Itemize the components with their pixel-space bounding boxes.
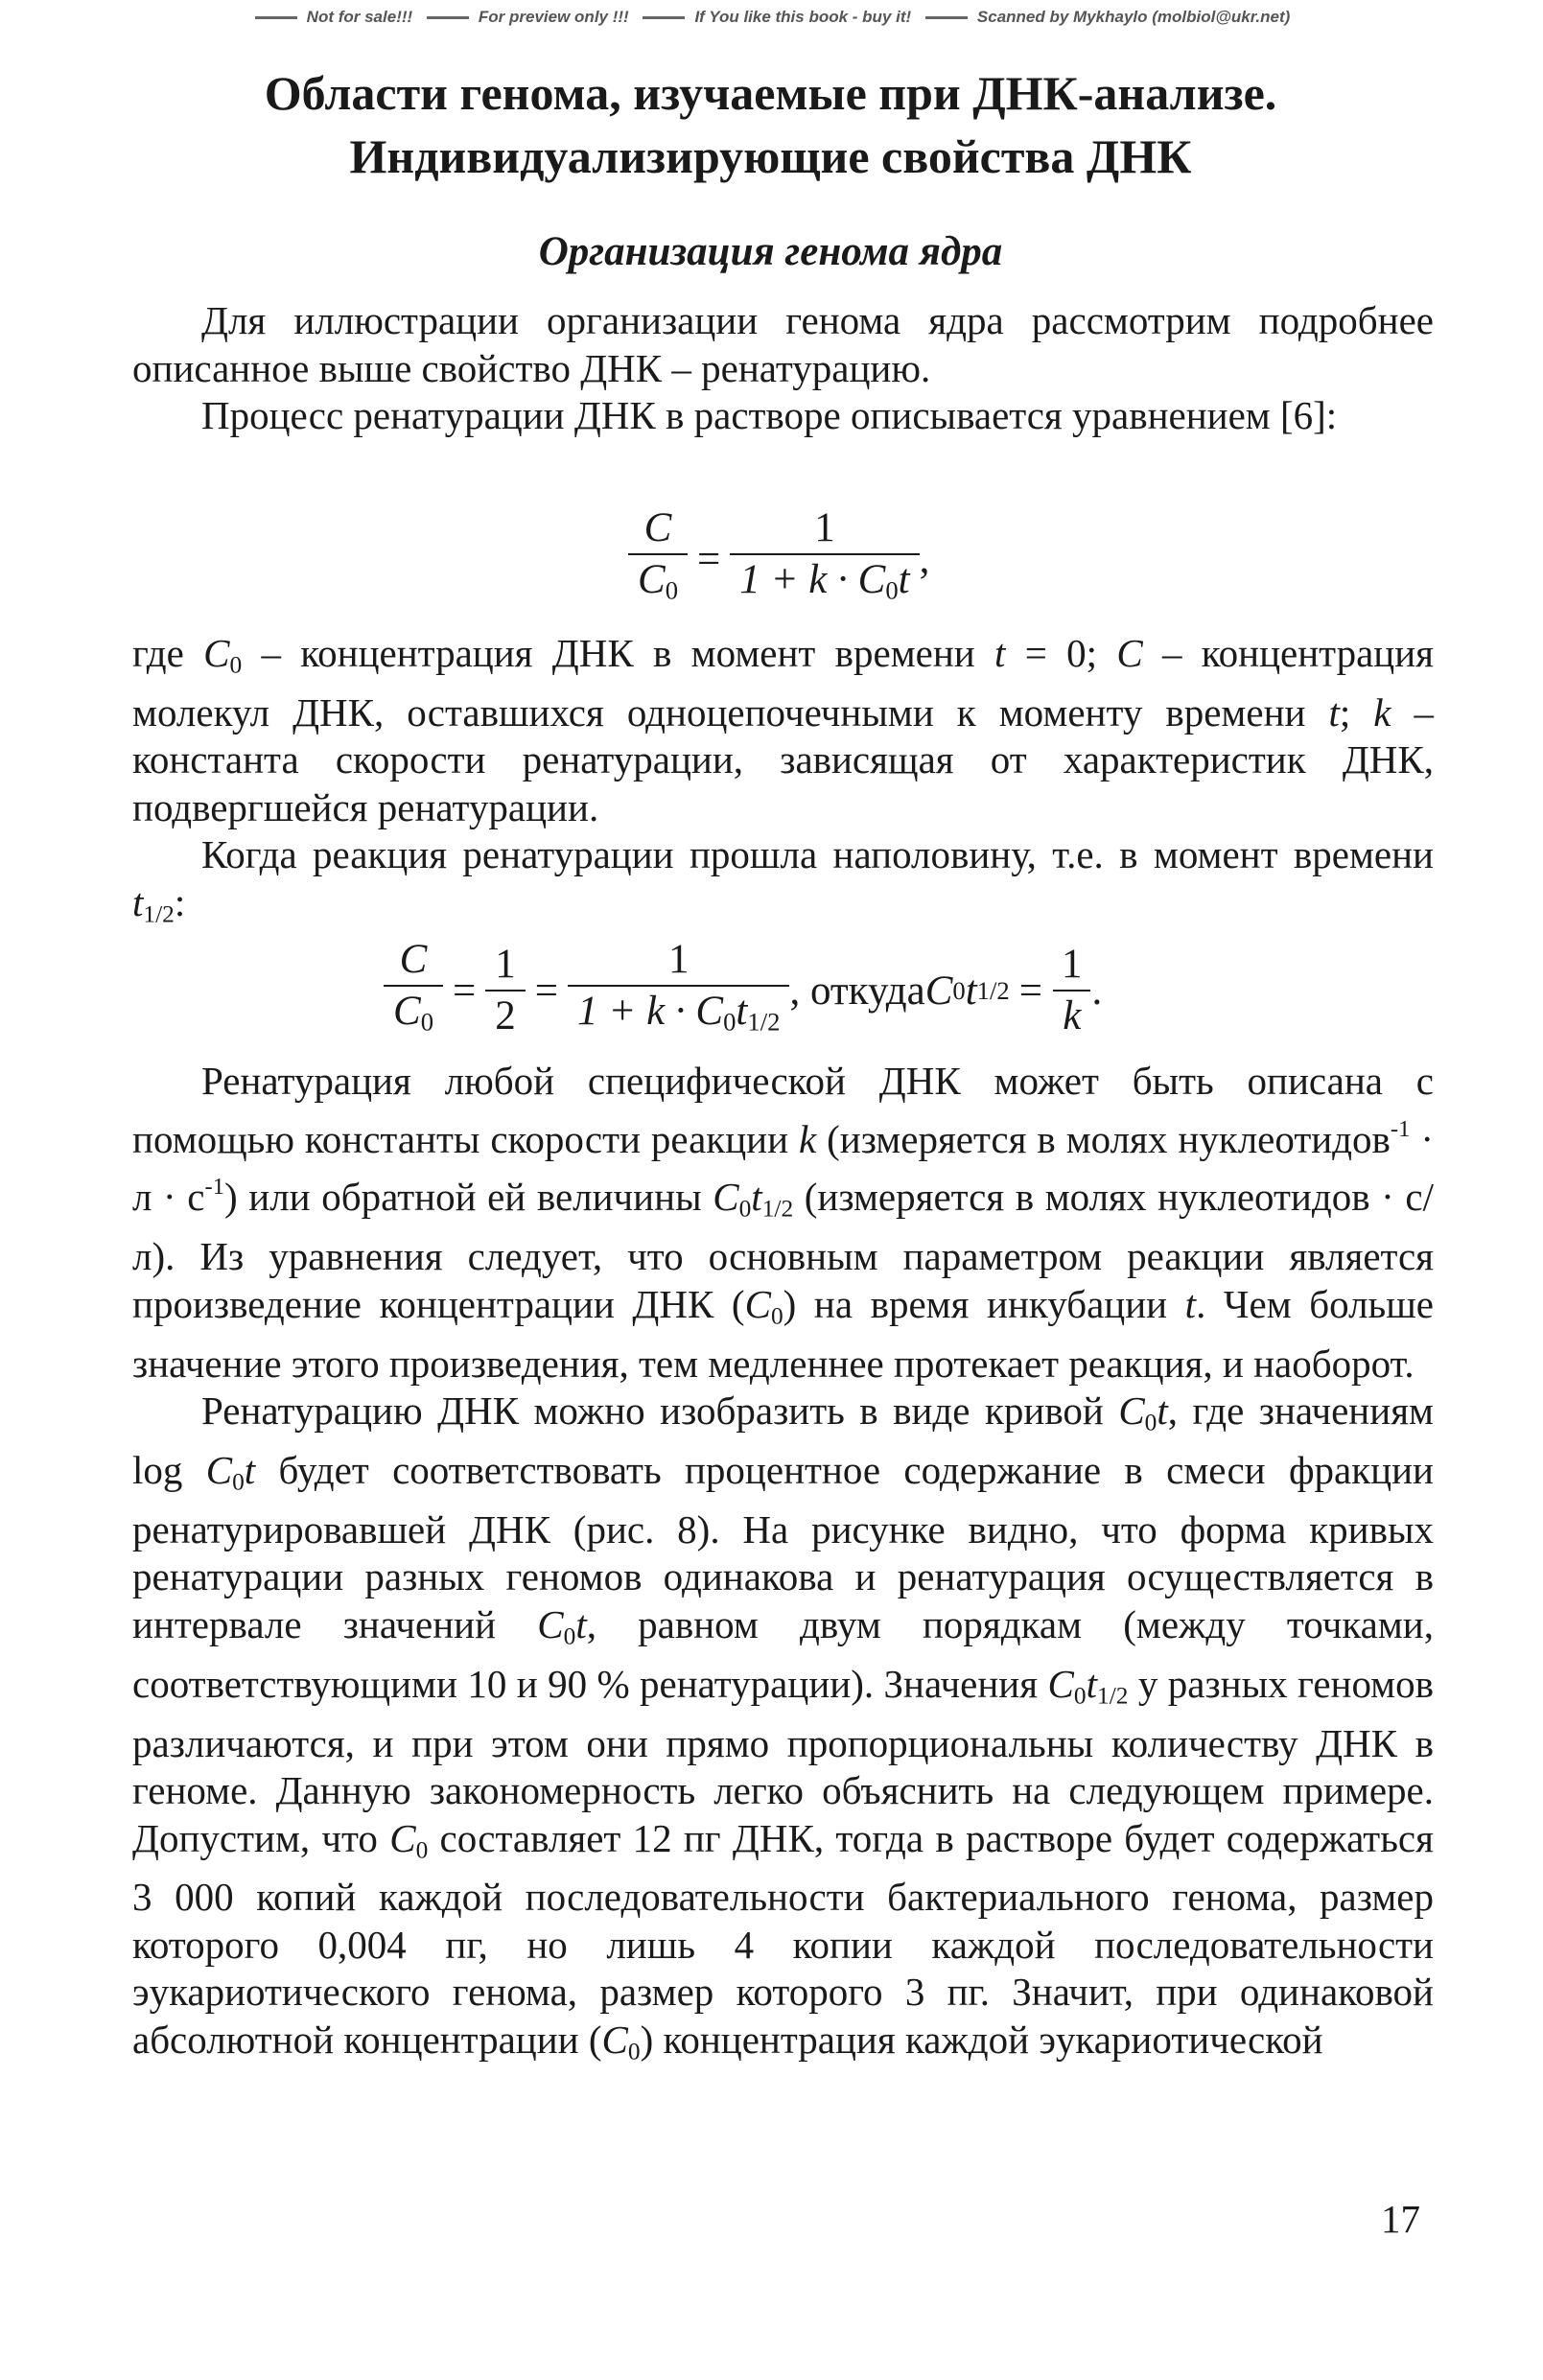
text: , где значениям log [132,1388,1434,1492]
text: , равном двум порядкам (между точками, соответствующими 10 и 90 % ренатурации). Значения [132,1601,1434,1706]
var: t [1328,689,1340,735]
var: C [1118,1388,1145,1434]
text: , откуда [789,968,925,1014]
fraction [730,503,919,616]
text: : [174,879,186,924]
equation-renaturation: $\frac{C}{C_0}$ = $\frac{1}{1 + k \cdot C_0t}$ , [628,503,929,616]
subscript: 1/2 [143,900,175,928]
var: t [575,1601,587,1646]
numerator: 1 [814,505,835,550]
var: t [1184,1281,1197,1326]
var: k [798,1116,817,1161]
var: t [965,968,977,1014]
text: ) на время инкубации [783,1281,1185,1326]
punct: , [919,536,930,582]
text: ) или обратной ей величины [224,1175,713,1220]
numerator: 1 [495,942,516,988]
scan-banner [0,8,1543,27]
banner-text: For preview only !!! [478,8,629,26]
paragraph: Процесс ренатурации ДНК в растворе описывается уравнением [6]: [201,393,1338,437]
text: – концентрация молекул ДНК, оставшихся одноцепочечными к моменту времени [132,631,1435,735]
superscript: -1 [204,1174,225,1201]
chapter-title-line-1: Области генома, изучаемые при ДНК-анализе. [264,66,1277,120]
fraction [568,935,789,1047]
text: ) концентрация каждой эукариотической [640,2017,1323,2062]
text: будет соответствовать процентное содержание в смеси фракции ренатурировавшей ДНК (рис. 8). На рисунке видно, что форма кривых ренатурации разных геномов одинакова и ренатурация осуществляется в интервале значений [132,1447,1434,1646]
subscript: 0 [770,1302,783,1330]
subscript: 0 [952,975,966,1005]
var: t [132,879,144,924]
var: C [1047,1661,1074,1706]
subscript: 0 [232,1468,245,1496]
var: t [751,1175,762,1220]
text: ; [1339,689,1374,735]
var: C [744,1281,771,1326]
page-number: 17 [1381,2197,1420,2241]
text: – концентрация ДНК в момент времени [242,631,995,675]
paragraph: Для иллюстрации организации генома ядра рассмотрим подробнее описанное выше свойство ДНК – ренатурацию. [132,298,1434,390]
subscript: 0 [563,1622,576,1650]
numerator: 1 [1062,942,1083,988]
fraction [1052,940,1092,1041]
text: = 0; [1005,631,1117,675]
text: – константа скорости ренатурации, зависящая от характеристик ДНК, подвергшейся ренатурации. [132,689,1434,829]
subscript: 0 [738,1195,752,1223]
text: · л · с [132,1116,1434,1220]
punct: . [1091,968,1103,1014]
paragraph [132,1388,1434,2076]
text-block-1 [132,297,1434,440]
subscript: 0 [229,651,243,679]
var: t [736,989,748,1034]
text: Ренатурация любой специфической ДНК может быть описана с помощью константы скорости реакции [132,1059,1434,1161]
text-block-2 [132,630,1434,939]
text: у разных геномов различаются, и при этом они прямо пропорциональны количеству ДНК в геноме. Данную закономерность легко объяснить на следующем примере. Допустим, что [132,1661,1434,1860]
banner-text: Scanned by Mykhaylo (molbiol@ukr.net) [976,8,1291,26]
denominator: 2 [485,990,526,1041]
subscript: 0 [723,1007,736,1037]
var: C [1116,631,1143,675]
paragraph [132,630,1434,831]
subscript: 0 [1144,1409,1157,1436]
denominator: 1 + k · C [577,989,724,1034]
subscript: 0 [420,1007,434,1037]
text: . Чем больше значение этого произведения, тем медленнее протекает реакция, и наоборот. [132,1281,1435,1386]
text: Ренатурацию ДНК можно изобразить в виде кривой [201,1388,1119,1434]
text: где [132,631,204,675]
var: C [643,505,672,550]
var: C [203,631,230,675]
var: C [399,937,428,982]
subscript: 1/2 [761,1195,794,1223]
text: (измеряется в молях нуклеотидов [816,1116,1391,1161]
var: t [244,1447,256,1492]
var: k [1373,689,1391,735]
var: t [898,557,910,602]
subscript: 0 [1073,1682,1087,1709]
text: (измеряется в молях нуклеотидов · с/л). Из уравнения следует, что основным параметром реакции является произведение концентрации ДНК ( [132,1175,1435,1326]
var: t [994,631,1006,675]
subscript: 1/2 [976,975,1010,1005]
var: k [1063,993,1082,1039]
section-title: Организация генома ядра [538,229,1003,274]
var: t [1157,1388,1168,1434]
denominator: 1 + k · C [739,557,886,602]
subscript: 0 [627,2038,641,2065]
var: C [638,557,666,602]
var: C [393,989,421,1034]
fraction [628,503,688,616]
var: t [1086,1661,1097,1706]
subscript: 0 [665,575,679,605]
subscript: 0 [415,1835,429,1863]
text: Когда реакция ренатурации прошла наполовину, т.е. в момент времени [201,832,1434,877]
fraction [384,935,443,1047]
var: C [713,1175,739,1220]
paragraph [132,831,1434,938]
equation-half-time: $\frac{C}{C_0}$ = $\frac{1}{2}$ = $\frac{1}{1 + k \cdot C_0t_{1/2}}$ , откуда C 0 t 1/2 = $\frac{1}{k}$ . [384,935,1102,1047]
fraction [485,940,526,1041]
superscript: -1 [1390,1115,1411,1142]
numerator: 1 [667,937,690,982]
subscript: 1/2 [1096,1682,1129,1709]
var: C [601,2017,628,2062]
var: C [537,1601,564,1646]
var: C [389,1815,416,1860]
var: C [924,968,953,1014]
banner-text: Not for sale!!! [306,8,413,26]
banner-text: If You like this book - buy it! [694,8,912,26]
subscript: 0 [885,575,899,605]
text: составляет 12 пг ДНК, тогда в растворе будет содержаться 3 000 копий каждой последовательности бактериального генома, размер которого 0,004 пг, но лишь 4 копии каждой последовательности эукариотического генома, размер которого 3 пг. Значит, при одинаковой абсолютной концентрации ( [132,1815,1434,2062]
chapter-title-line-2: Индивидуализирующие свойства ДНК [349,129,1192,183]
var: C [205,1447,233,1492]
paragraph [132,1058,1434,1388]
subscript: 1/2 [747,1007,781,1037]
text-block-3 [132,1058,1434,2076]
